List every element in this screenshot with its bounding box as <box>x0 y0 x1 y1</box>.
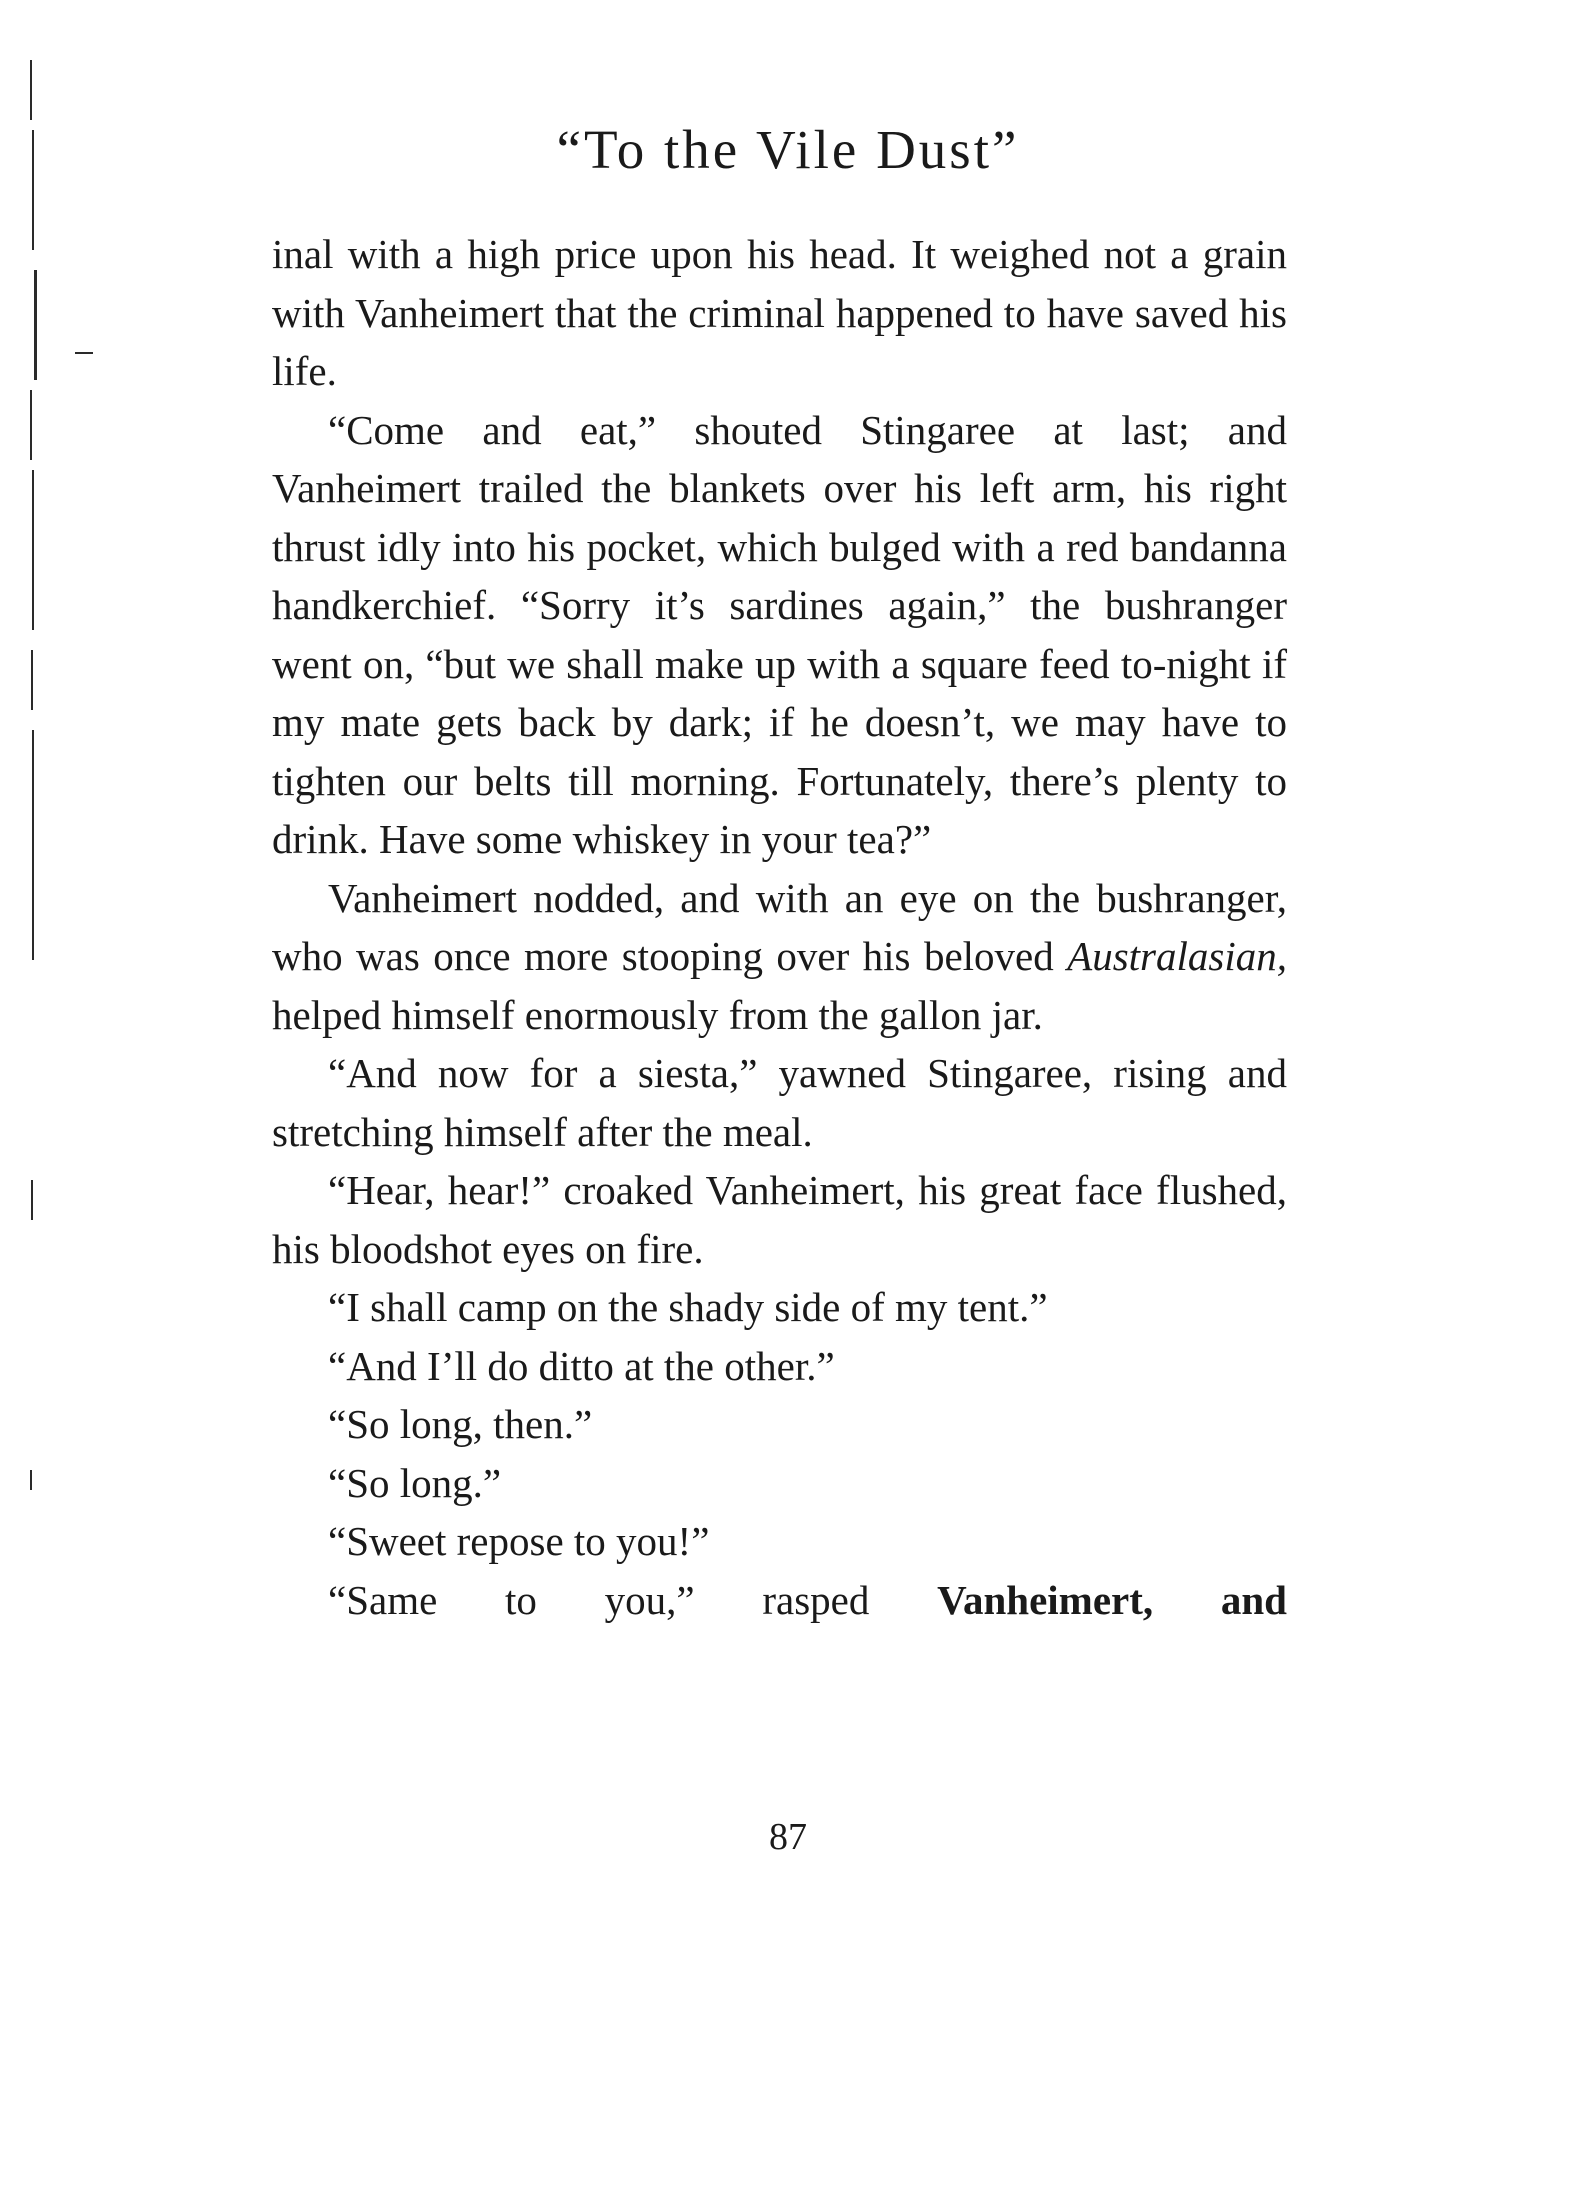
paragraph-1: inal with a high price upon his head. It weighed not a grain with Vanheimert that the criminal happened to have saved his life. <box>272 231 1287 394</box>
paragraph-11-text: “Same to you,” rasped <box>328 1576 938 1623</box>
paragraph-2: “Come and eat,” shouted Stingaree at last; and Vanheimert trailed the blankets over his left arm, his right thrust idly into his pocket, which bulged with a red bandanna handkerchief. “Sorry it’s sardines again,” the bushranger went on, “but we shall make up with a square feed to-night if my mate gets back by dark; if he doesn’t, we may have to tighten our belts till morning. Fortunately, there’s plenty to drink. Have some whiskey in your tea?” <box>272 406 1287 862</box>
page-body <box>272 225 1287 1629</box>
paragraph-9: “So long.” <box>328 1459 502 1506</box>
running-header: “To the Vile Dust” <box>556 119 1020 180</box>
periodical-title: Australasian, <box>1067 933 1287 979</box>
paragraph-10: “Sweet repose to you!” <box>328 1518 710 1564</box>
paragraph-5: “Hear, hear!” croaked Vanheimert, his great face flushed, his bloodshot eyes on fire. <box>272 1167 1287 1272</box>
paragraph-4: “And now for a siesta,” yawned Stingaree, rising and stretching himself after the meal. <box>272 1050 1287 1155</box>
paragraph-11-bold-text: Vanheimert, and <box>937 1576 1287 1623</box>
page-number: 87 <box>769 1816 807 1858</box>
paragraph-3-text-after: helped himself enormously from the gallon jar. <box>272 991 1043 1038</box>
paragraph-8: “So long, then.” <box>328 1401 593 1447</box>
paragraph-7: “And I’ll do ditto at the other.” <box>328 1342 835 1389</box>
paragraph-6: “I shall camp on the shady side of my tent.” <box>328 1284 1048 1330</box>
paragraph-11 <box>272 1571 1287 1630</box>
paragraph-3 <box>272 869 1287 1045</box>
scan-edge-marks <box>0 0 120 1400</box>
paragraph-3-text-before: Vanheimert nodded, and with an eye on the bushranger, who was once more stooping over his beloved <box>272 874 1287 979</box>
